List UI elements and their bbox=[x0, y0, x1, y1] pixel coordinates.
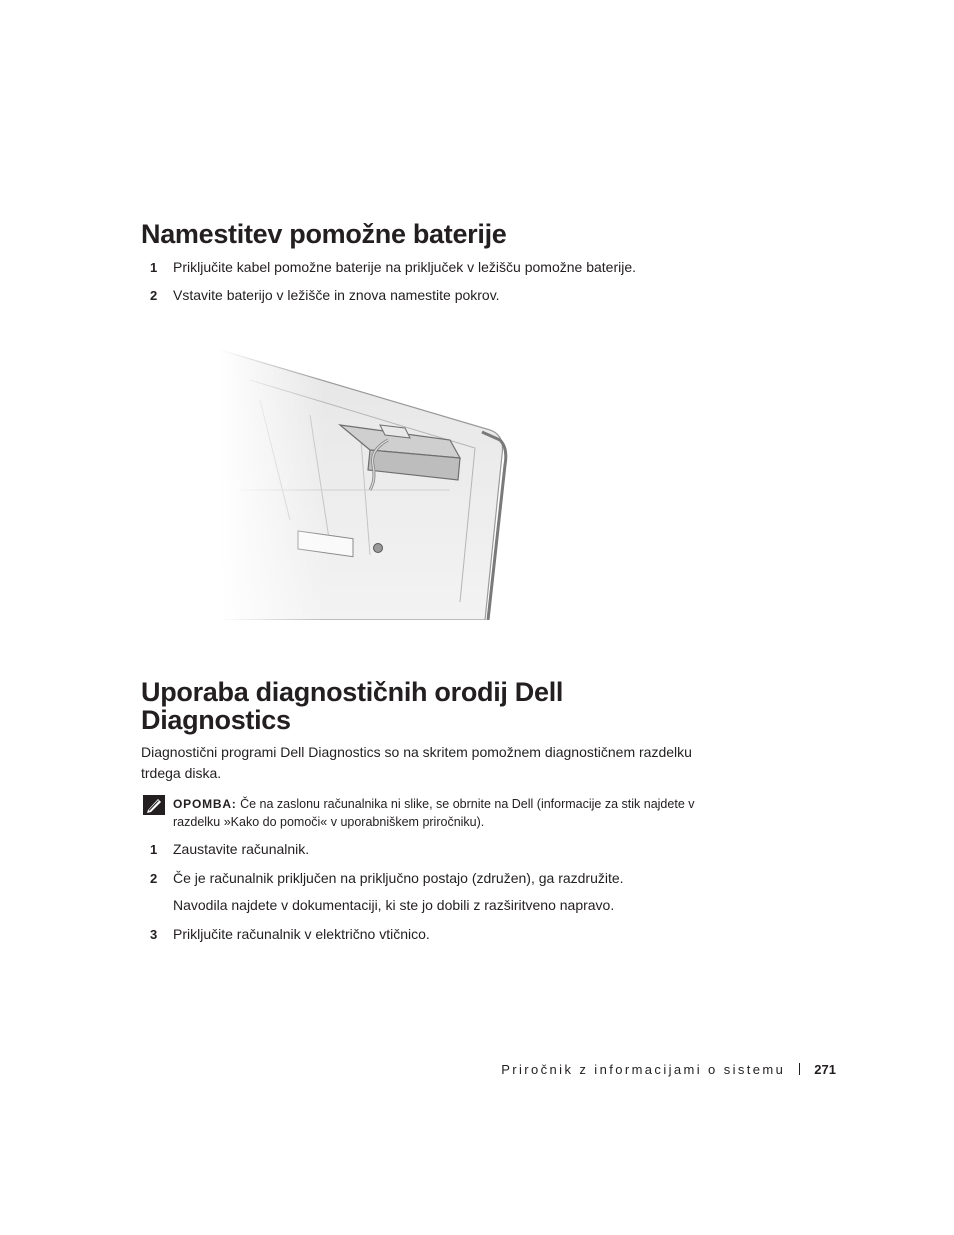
list-item bbox=[150, 286, 500, 305]
step-number: 2 bbox=[150, 288, 158, 303]
list-item bbox=[150, 925, 430, 944]
list-item bbox=[150, 840, 309, 859]
step-detail: Navodila najdete v dokumentaciji, ki ste jo dobili z razširitveno napravo. bbox=[173, 897, 615, 913]
step-text: Priključite računalnik v električno vtičnico. bbox=[173, 926, 430, 942]
intro-paragraph: Diagnostični programi Dell Diagnostics so na skritem pomožnem diagnostičnem razdelku trdega diska. bbox=[141, 744, 692, 781]
footer-title: Priročnik z informacijami o sistemu bbox=[501, 1062, 786, 1077]
note-label: OPOMBA: bbox=[173, 797, 237, 811]
step-number: 3 bbox=[150, 927, 158, 942]
footer-separator bbox=[799, 1063, 800, 1075]
step-number: 2 bbox=[150, 871, 158, 886]
section-heading-diagnostics bbox=[141, 678, 563, 734]
heading-line-2: Diagnostics bbox=[141, 705, 291, 735]
pencil-note-icon bbox=[143, 795, 165, 815]
note-body: Če na zaslonu računalnika ni slike, se obrnite na Dell (informacije za stik najdete v razdelku »Kako do pomoči« v uporabniškem priročniku). bbox=[173, 797, 695, 829]
page-number: 271 bbox=[814, 1062, 836, 1077]
heading-line-1: Uporaba diagnostičnih orodij Dell bbox=[141, 677, 564, 707]
list-item bbox=[150, 869, 624, 888]
battery-bay-illustration bbox=[220, 340, 520, 620]
step-text: Če je računalnik priključen na priključno postajo (združen), ga razdružite. bbox=[173, 870, 624, 886]
page-footer bbox=[501, 1062, 836, 1078]
note-text bbox=[173, 795, 733, 831]
section-heading-battery: Namestitev pomožne baterije bbox=[141, 219, 507, 249]
list-item bbox=[150, 258, 636, 277]
step-text: Priključite kabel pomožne baterije na priključek v ležišču pomožne baterije. bbox=[173, 259, 637, 275]
step-text: Vstavite baterijo v ležišče in znova namestite pokrov. bbox=[173, 287, 500, 303]
step-number: 1 bbox=[150, 260, 158, 275]
step-text: Zaustavite računalnik. bbox=[173, 841, 310, 857]
step-number: 1 bbox=[150, 842, 158, 857]
